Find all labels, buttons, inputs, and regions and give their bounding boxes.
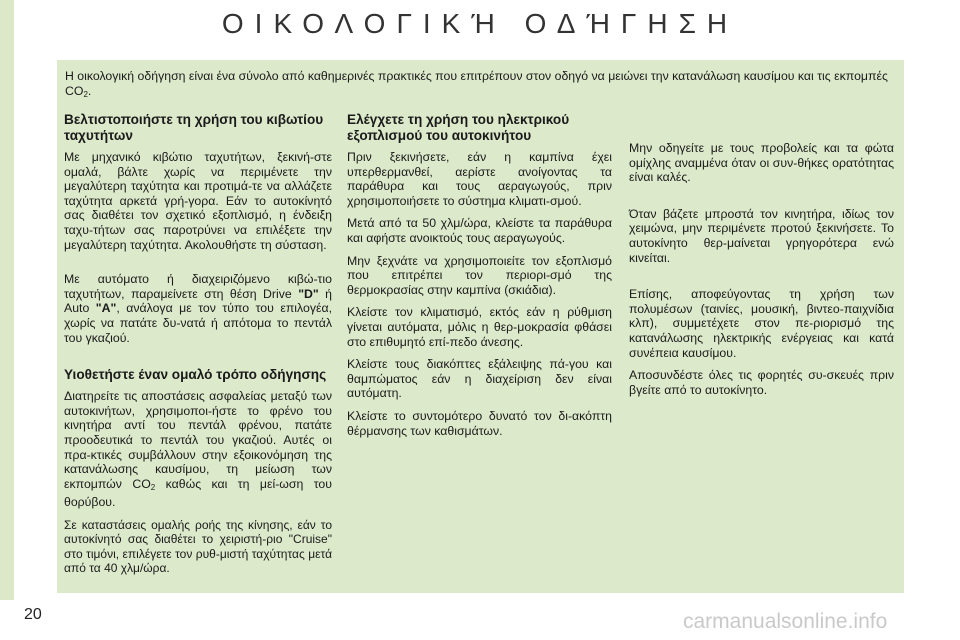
- page-number: 20: [24, 606, 42, 623]
- section-heading-smooth-driving: Υιοθετήστε έναν ομαλό τρόπο οδήγησης: [64, 367, 327, 383]
- section-heading-gearbox: Βελτιστοποιήστε τη χρήση του κιβωτίου ταχυτήτων: [64, 112, 324, 143]
- paragraph-windows: Μετά από τα 50 χλμ/ώρα, κλείστε τα παράθυρα και αφήστε ανοικτούς τους αεραγωγούς.: [347, 216, 612, 245]
- intro-paragraph: Η οικολογική οδήγηση είναι ένα σύνολο από καθημερινές πρακτικές που επιτρέπουν στον οδηγό να μειώνει την κατανάλωση καυσίμου και τις εκπομπές $CO_2$.: [65, 69, 888, 99]
- paragraph-headlamps: Μην οδηγείτε με τους προβολείς και τα φώτα ομίχλης αναμμένα όταν οι συν-θήκες ορατότητας είναι καλές.: [629, 141, 894, 185]
- paragraph-demisting: Κλείστε τους διακόπτες εξάλειψης πά-γου και θαμπώματος εάν η διαχείριση δεν είναι αυτόματη.: [347, 357, 612, 401]
- paragraph-ventilation: Πριν ξεκινήσετε, εάν η καμπίνα έχει υπερθερμανθεί, αερίστε ανοίγοντας τα παράθυρα και τους αεραγωγούς, πριν χρησιμοποιήσετε το σύστημα κλιματι-σμού.: [347, 150, 612, 208]
- left-margin-bar: [0, 0, 14, 600]
- paragraph-manual-gearbox: Με μηχανικό κιβώτιο ταχυτήτων, ξεκινή-στε ομαλά, βάλτε χωρίς να περιμένετε την μεγαλύτερη ταχύτητα και προτιμά-τε να αλλάζετε ταχύτητα αρκετά γρή-γορα. Εάν το αυτοκίνητό σας διαθέτει τον σχετικό εξοπλισμό, η ένδειξη ταχυ-τήτων σας παροτρύνει να επιλέξετε την μεγαλύτερη ταχύτητα. Ακολουθήστε τη σύσταση.: [64, 150, 332, 252]
- paragraph-cruise-control: Σε καταστάσεις ομαλής ροής της κίνησης, εάν το αυτοκίνητό σας διαθέτει το χειριστή-ριο "Cruise" στο τιμόνι, επιλέγετε τον ρυθ-μιστή ταχύτητας μετά από τα 40 χλμ/ώρα.: [64, 517, 332, 576]
- paragraph-automatic-gearbox: Με αυτόματο ή διαχειριζόμενο κιβώ-τιο ταχυτήτων, παραμείνετε στη θέση Drive "D" ή Auto "A", ανάλογα με τον τύπο του επιλογέα, χωρίς να πατάτε δυ-νατά ή απότομα το πεντάλ του γκαζιού.: [64, 272, 333, 345]
- page-title: ΟΙΚΟΛΟΓΙΚΉ ΟΔΉΓΗΣΗ: [221, 8, 739, 39]
- column-right: [629, 141, 894, 405]
- paragraph-heated-seats: Κλείστε το συντομότερο δυνατό τον δι-ακόπτη θέρμανσης των καθισμάτων.: [347, 408, 612, 438]
- paragraph-sunblinds: Μην ξεχνάτε να χρησιμοποιείτε τον εξοπλισμό που επιτρέπει τον περιορι-σμό της θερμοκρασίας στην καμπίνα (σκιάδια).: [347, 253, 612, 297]
- watermark: carmanualsonline.info: [683, 610, 888, 633]
- section-heading-electrical: Ελέγχετε τη χρήση του ηλεκτρικού εξοπλισμού του αυτοκινήτου: [347, 112, 570, 143]
- paragraph-multimedia: Επίσης, αποφεύγοντας τη χρήση των πολυμέσων (ταινίες, μουσική, βιντεο-παιχνίδια κλπ), συμμετέχετε στον πε-ριορισμό της κατανάλωσης ηλεκτρικής ενέργειας και κατά συνέπεια καυσίμου.: [629, 287, 894, 360]
- paragraph-engine-start: Όταν βάζετε μπροστά τον κινητήρα, ιδίως τον χειμώνα, μην περιμένετε προτού ξεκινήσετε. Το αυτοκίνητο θερ-μαίνεται γρηγορότερα ενώ κινείται.: [629, 206, 894, 265]
- column-left: [64, 112, 332, 584]
- column-middle: [347, 112, 612, 446]
- paragraph-smooth-driving: Διατηρείτε τις αποστάσεις ασφαλείας μεταξύ των αυτοκινήτων, χρησιμοποι-ήστε το φρένο του κινητήρα αντί του πεντάλ φρένου, πατάτε προοδευτικά το πεντάλ του γκαζιού. Αυτές οι πρα-κτικές συμβάλλουν στην εξοικονόμηση της κατανάλωσης καυσίμου, τη μείωση των εκπομπών $CO_2$ καθώς και τη μεί-ωση του θορύβου.: [64, 389, 332, 510]
- paragraph-portable-devices: Αποσυνδέστε όλες τις φορητές συ-σκευές πριν βγείτε από το αυτοκίνητο.: [629, 368, 894, 397]
- paragraph-air-conditioning: Κλείστε τον κλιματισμό, εκτός εάν η ρύθμιση γίνεται αυτόματα, μόλις η θερ-μοκρασία φθάσει στο επιθυμητό επί-πεδο άνεσης.: [347, 305, 612, 349]
